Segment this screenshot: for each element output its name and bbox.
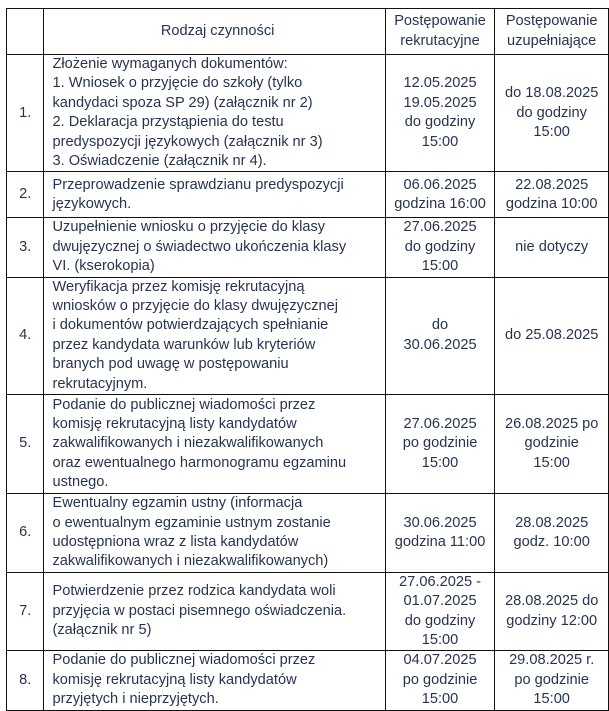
- recruitment-line: do godziny: [404, 114, 476, 131]
- recruitment-line: 30.06.2025: [403, 336, 477, 353]
- activity-line: Podanie do publicznej wiadomości przez: [52, 652, 316, 669]
- header-activity: Rodzaj czynności: [44, 9, 385, 55]
- row-number: 1.: [7, 55, 44, 172]
- activity-line: Weryfikacja przez komisję rekrutacyjną: [52, 278, 305, 295]
- activity-cell: [44, 218, 385, 277]
- supplementary-line: godzina 10:00: [505, 195, 598, 212]
- table-row: [7, 172, 609, 218]
- supplementary-date-cell: [495, 55, 609, 172]
- supplementary-line: 29.08.2025 r.: [509, 652, 595, 669]
- table-row: [7, 55, 609, 172]
- activity-line: komisję rekrutacyjną listy kandydatów: [52, 415, 297, 432]
- activity-line: Przeprowadzenie sprawdzianu predyspozycji: [52, 176, 344, 193]
- header-recruitment: [385, 9, 495, 55]
- supplementary-line: do 25.08.2025: [505, 327, 599, 344]
- header-number: [7, 9, 44, 55]
- supplementary-date-cell: [495, 277, 609, 394]
- supplementary-line: 28.08.2025 do: [505, 593, 599, 610]
- recruitment-line: 06.06.2025: [403, 176, 477, 193]
- recruitment-line: 27.06.2025: [403, 219, 477, 236]
- row-number: 7.: [7, 572, 44, 651]
- supplementary-date-cell: [495, 572, 609, 651]
- recruitment-line: 04.07.2025: [403, 652, 477, 669]
- activity-line: dwujęzycznej o świadectwo ukończenia klasy: [52, 238, 347, 255]
- supplementary-date-cell: [495, 494, 609, 573]
- recruitment-line: 15:00: [421, 454, 459, 471]
- header-supplementary-line: Postępowanie: [505, 13, 598, 30]
- row-number: 8.: [7, 651, 44, 710]
- row-number: 5.: [7, 395, 44, 494]
- activity-cell: [44, 172, 385, 218]
- recruitment-date-cell: [385, 218, 495, 277]
- recruitment-date-cell: [385, 572, 495, 651]
- recruitment-line: godzina 11:00: [394, 533, 486, 550]
- row-number: 6.: [7, 494, 44, 573]
- header-supplementary-line: uzupełniające: [507, 32, 597, 49]
- activity-line: językowych.: [52, 195, 132, 212]
- recruitment-line: 15:00: [421, 133, 459, 150]
- activity-cell: [44, 277, 385, 394]
- supplementary-date-cell: [495, 651, 609, 710]
- table-row: [7, 494, 609, 573]
- activity-line: predyspozycji językowych (załącznik nr 3): [52, 133, 323, 150]
- supplementary-date-cell: [495, 395, 609, 494]
- recruitment-line: 19.05.2025: [403, 94, 477, 111]
- header-supplementary: [495, 9, 609, 55]
- supplementary-line: godziny 12:00: [506, 612, 598, 629]
- recruitment-line: do godziny: [404, 238, 476, 255]
- supplementary-line: 26.08.2025 po: [505, 415, 599, 432]
- table-row: [7, 277, 609, 394]
- recruitment-line: 15:00: [421, 691, 459, 708]
- activity-line: rekrutacyjnym.: [52, 375, 148, 392]
- header-recruitment-line: rekrutacyjne: [400, 32, 480, 49]
- activity-cell: [44, 572, 385, 651]
- recruitment-line: 27.06.2025: [403, 415, 477, 432]
- row-number: 2.: [7, 172, 44, 218]
- activity-line: zakwalifikowanych i niezakwalifikowanych): [52, 553, 329, 570]
- supplementary-line: 15:00: [533, 454, 570, 471]
- recruitment-line: po godzinie: [402, 435, 478, 452]
- activity-line: i dokumentów potwierdzających spełnianie: [52, 317, 329, 334]
- recruitment-line: 30.06.2025: [403, 514, 477, 531]
- supplementary-line: po godzinie: [514, 671, 589, 688]
- activity-line: 2. Deklaracja przystąpienia do testu: [52, 114, 284, 131]
- supplementary-line: do godziny: [516, 104, 587, 121]
- activity-line: kandydaci spoza SP 29) (załącznik nr 2): [52, 94, 313, 111]
- table-row: [7, 651, 609, 710]
- activity-line: Ewentualny egzamin ustny (informacja: [52, 495, 303, 512]
- activity-line: komisję rekrutacyjną listy kandydatów: [52, 671, 297, 688]
- activity-line: przez kandydata warunków lub kryteriów: [52, 336, 316, 353]
- activity-line: udostępniona wraz z lista kandydatów: [52, 533, 299, 550]
- row-number: 4.: [7, 277, 44, 394]
- supplementary-line: 28.08.2025: [515, 514, 589, 531]
- activity-line: zakwalifikowanych i niezakwalifikowanych: [52, 435, 324, 452]
- recruitment-line: do: [431, 317, 449, 334]
- recruitment-line: 01.07.2025: [403, 593, 477, 610]
- recruitment-line: 12.05.2025: [403, 75, 477, 92]
- supplementary-date-cell: [495, 218, 609, 277]
- recruitment-date-cell: [385, 277, 495, 394]
- recruitment-line: do godziny: [404, 612, 476, 629]
- activity-cell: [44, 494, 385, 573]
- activity-line: VI. (kserokopia): [52, 258, 155, 275]
- activity-line: Uzupełnienie wniosku o przyjęcie do klasy: [52, 219, 326, 236]
- activity-line: przyjęcia w postaci pisemnego oświadczenia.: [52, 602, 347, 619]
- activity-line: ustnego.: [52, 474, 109, 491]
- row-number: 3.: [7, 218, 44, 277]
- supplementary-line: nie dotyczy: [515, 238, 589, 255]
- activity-line: (załącznik nr 5): [52, 622, 152, 639]
- recruitment-date-cell: [385, 651, 495, 710]
- supplementary-line: 15:00: [533, 691, 570, 708]
- supplementary-line: do 18.08.2025: [505, 85, 599, 102]
- activity-line: o ewentualnym egzaminie ustnym zostanie: [52, 514, 331, 531]
- header-row: [7, 9, 609, 55]
- recruitment-line: 27.06.2025 -: [399, 573, 482, 590]
- activity-cell: [44, 651, 385, 710]
- recruitment-date-cell: [385, 395, 495, 494]
- table-row: [7, 218, 609, 277]
- recruitment-schedule-table: [6, 8, 609, 711]
- table-body: [7, 55, 609, 711]
- supplementary-line: godz. 10:00: [513, 533, 590, 550]
- recruitment-date-cell: [385, 494, 495, 573]
- recruitment-date-cell: [385, 55, 495, 172]
- recruitment-line: po godzinie: [402, 671, 478, 688]
- activity-line: Złożenie wymaganych dokumentów:: [52, 56, 288, 72]
- activity-line: 1. Wniosek o przyjęcie do szkoły (tylko: [52, 75, 303, 92]
- activity-line: Podanie do publicznej wiadomości przez: [52, 396, 316, 413]
- activity-line: oraz ewentualnego harmonogramu egzaminu: [52, 454, 347, 471]
- recruitment-date-cell: [385, 172, 495, 218]
- activity-cell: [44, 55, 385, 172]
- supplementary-line: 22.08.2025: [515, 176, 589, 193]
- activity-line: 3. Oświadczenie (załącznik nr 4).: [52, 153, 267, 170]
- supplementary-line: godzinie: [524, 435, 579, 452]
- header-recruitment-line: Postępowanie: [394, 13, 486, 30]
- activity-line: wniosków o przyjęcie do klasy dwujęzycznej: [52, 298, 338, 315]
- activity-line: Potwierdzenie przez rodzica kandydata woli: [52, 583, 336, 600]
- activity-line: branych pod uwagę w postępowaniu: [52, 356, 289, 373]
- activity-line: przyjętych i nieprzyjętych.: [52, 691, 219, 708]
- recruitment-line: godzina 16:00: [394, 195, 486, 212]
- supplementary-date-cell: [495, 172, 609, 218]
- table-row: [7, 395, 609, 494]
- supplementary-line: 15:00: [533, 123, 570, 140]
- recruitment-line: 15:00: [421, 258, 459, 275]
- recruitment-line: 15:00: [421, 631, 459, 648]
- activity-cell: [44, 395, 385, 494]
- table-row: [7, 572, 609, 651]
